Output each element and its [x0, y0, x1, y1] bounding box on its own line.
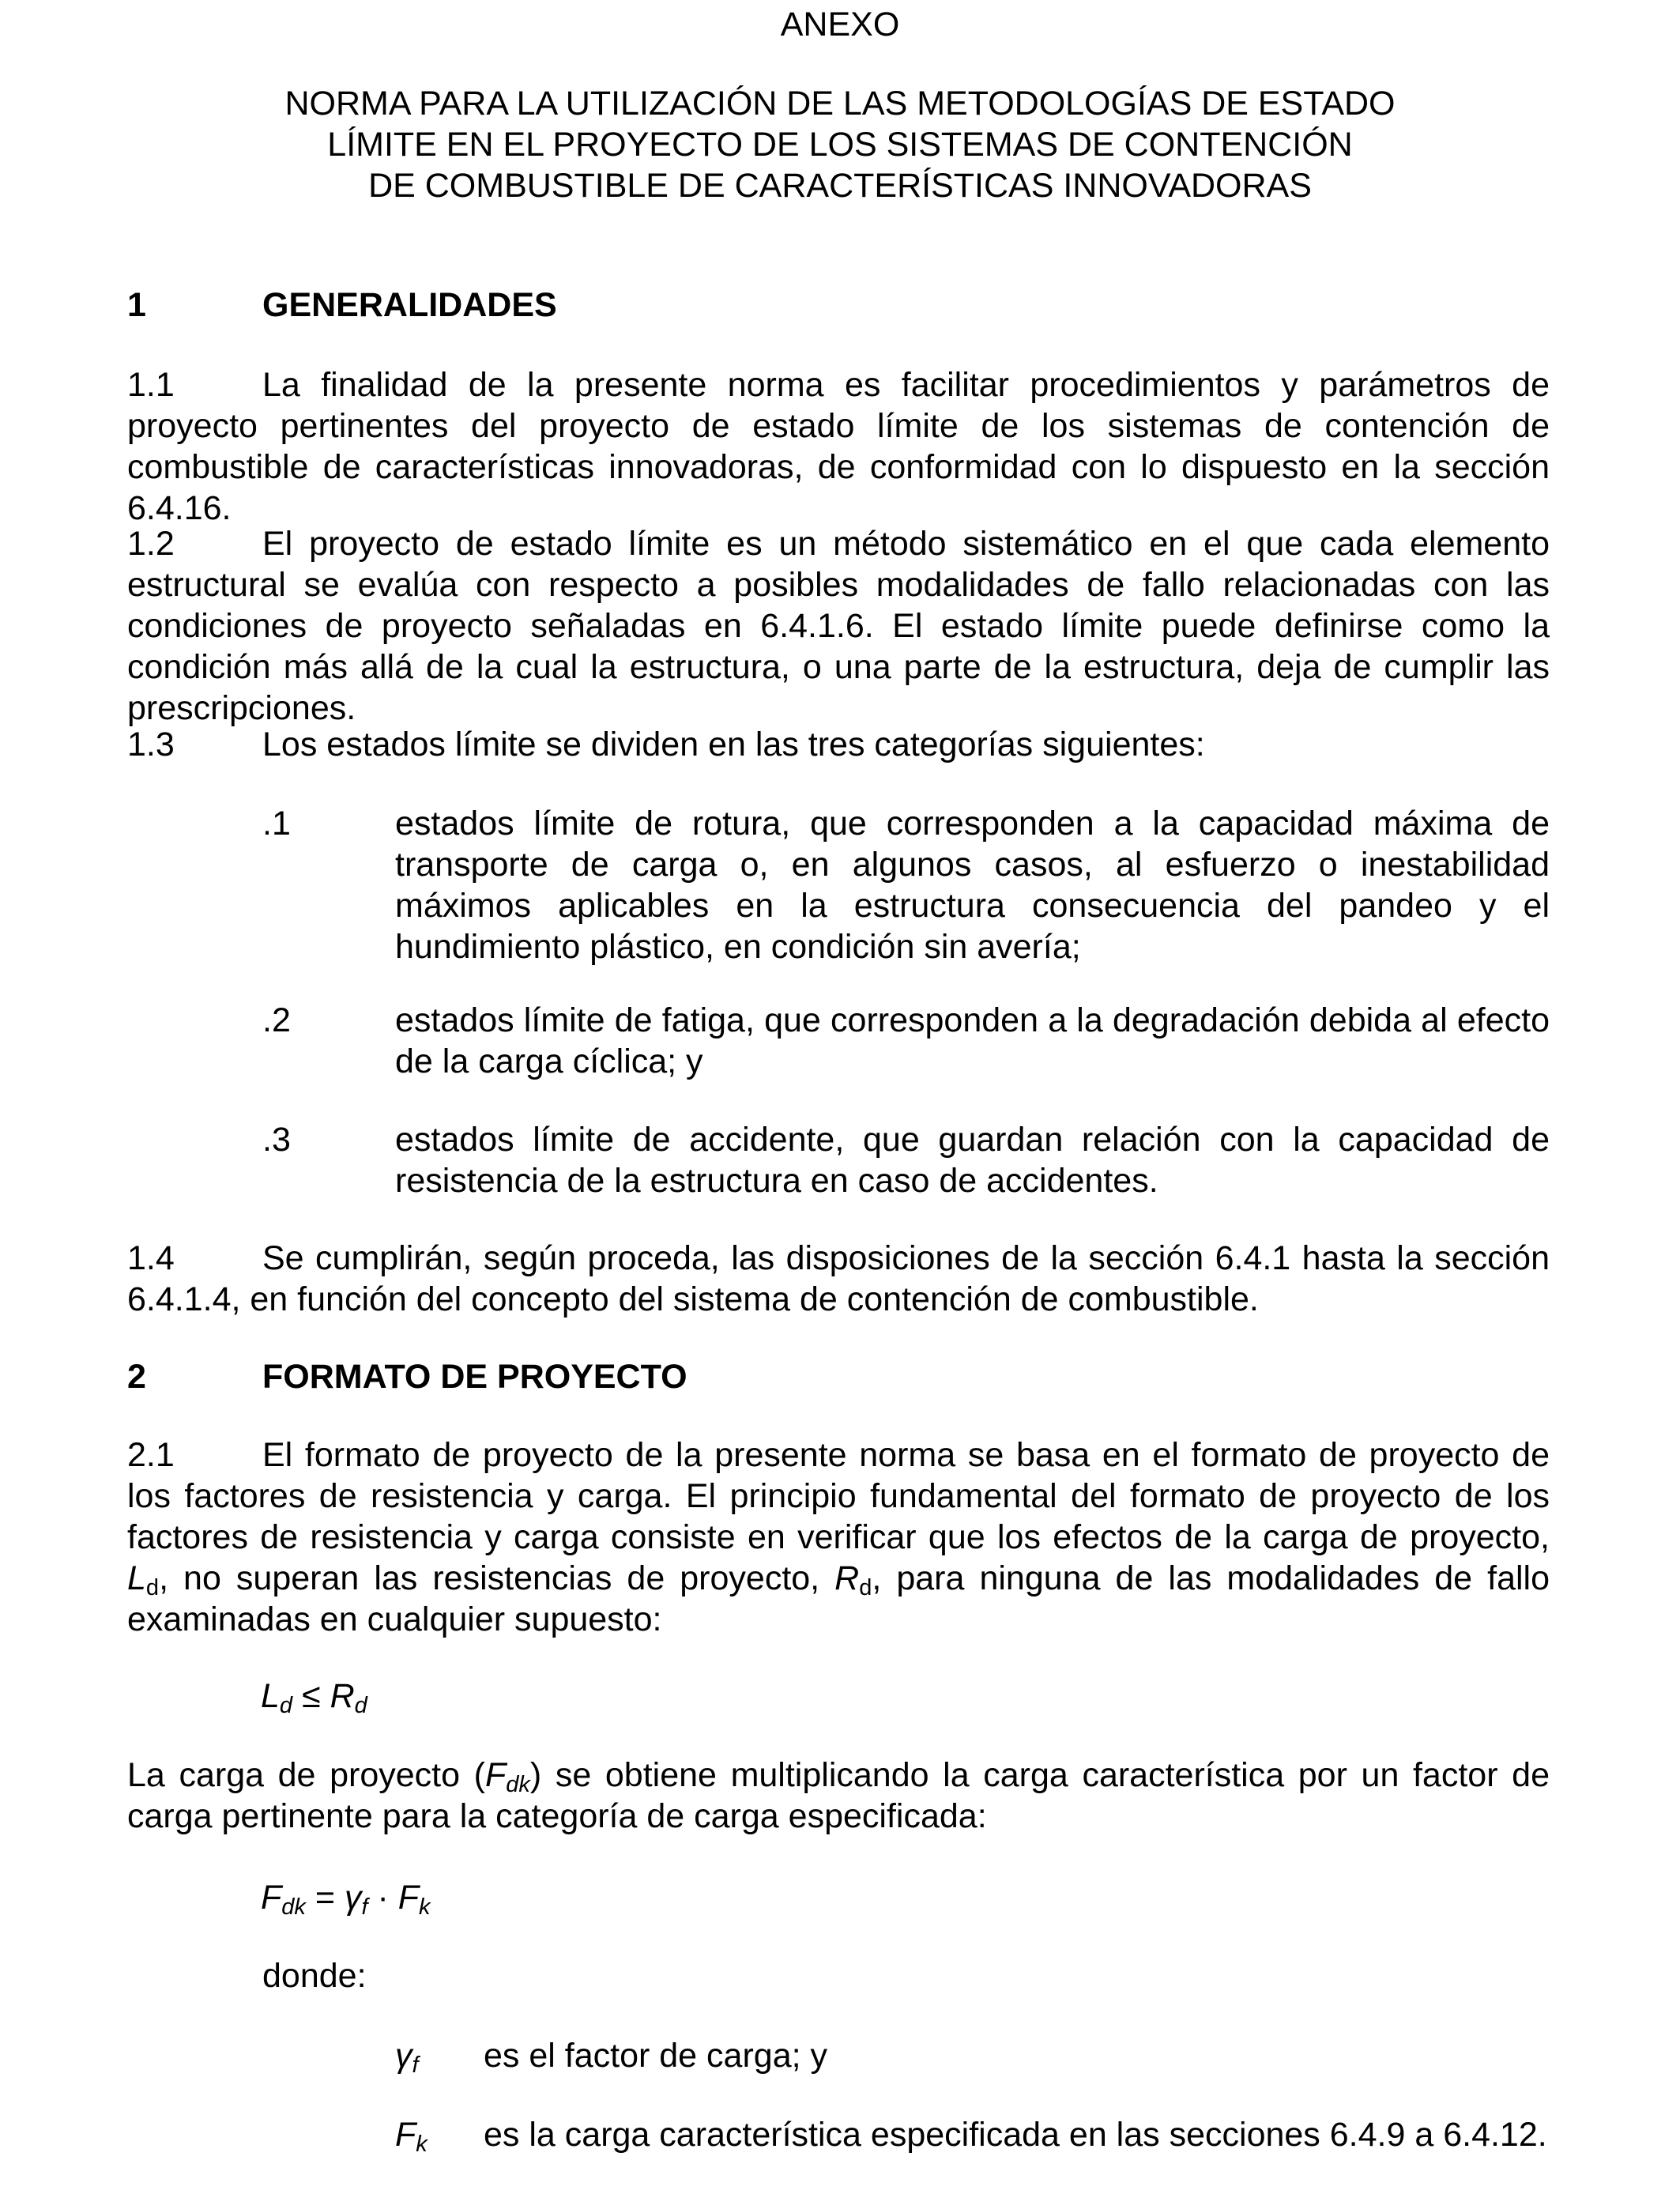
para-2-1 — [127, 1434, 1550, 1640]
section-1-title: GENERALIDADES — [262, 286, 557, 324]
symbol-R: R — [834, 1559, 860, 1597]
list-item-3 — [395, 1119, 1550, 1201]
definition-fk-text: es la carga característica especificada en las secciones 6.4.9 a 6.4.12. — [484, 2116, 1547, 2154]
symbol-L-subscript: d — [145, 1575, 160, 1600]
annex-label: ANEXO — [780, 6, 900, 43]
formula-fdk: $F_{dk} = \gamma_f \cdot F_k$ — [261, 1879, 431, 1920]
para-1-2-number: 1.2 — [127, 525, 175, 563]
section-2-number: 2 — [127, 1358, 146, 1396]
where-label: donde: — [262, 1957, 367, 1995]
para-1-4-number: 1.4 — [127, 1239, 175, 1277]
para-design-load-text: La carga de proyecto $(F_{dk})$ se obtiene multiplicando la carga característica por un factor de carga pertinente para la categoría de carga especificada: — [127, 1756, 1550, 1835]
para-1-2 — [127, 523, 1550, 729]
para-design-load — [127, 1755, 1550, 1837]
para-1-2-text: El proyecto de estado límite es un método sistemático en el que cada elemento estructural se evalúa con respecto a posibles modalidades de fallo relacionadas con las condiciones de proyecto señaladas en 6.4.1.6. El estado límite puede definirse como la condición más allá de la cual la estructura, o una parte de la estructura, deja de cumplir las prescripciones. — [127, 525, 1550, 727]
list-item-3-text: estados límite de accidente, que guardan relación con la capacidad de resistencia de la estructura en caso de accidentes. — [395, 1121, 1550, 1200]
para-1-3-number: 1.3 — [127, 726, 175, 763]
list-item-2 — [395, 1000, 1550, 1082]
title-line-2: LÍMITE EN EL PROYECTO DE LOS SISTEMAS DE CONTENCIÓN — [327, 126, 1353, 164]
para-2-1-text — [127, 1434, 1550, 1640]
title-line-1: NORMA PARA LA UTILIZACIÓN DE LAS METODOLOGÍAS DE ESTADO — [284, 85, 1396, 123]
para-1-1 — [127, 364, 1550, 529]
definition-gamma-symbol: $\gamma_f$ — [395, 2037, 419, 2078]
para-1-4 — [127, 1238, 1550, 1320]
formula-ld-le-rd: $L_d \le R_d$ — [261, 1677, 367, 1718]
section-1-number: 1 — [127, 286, 146, 324]
list-item-2-text: estados límite de fatiga, que corresponden a la degradación debida al efecto de la carga cíclica; y — [395, 1001, 1550, 1080]
para-1-1-text: La finalidad de la presente norma es facilitar procedimientos y parámetros de proyecto pertinentes del proyecto de estado límite de los sistemas de contención de combustible de características innovadoras, de conformidad con lo dispuesto en la sección 6.4.16. — [127, 366, 1550, 527]
para-2-1-text-b: , no superan las resistencias de proyecto, — [159, 1559, 835, 1597]
list-item-2-label: .2 — [262, 1001, 291, 1039]
list-item-3-label: .3 — [262, 1121, 291, 1159]
para-2-1-number: 2.1 — [127, 1436, 175, 1474]
symbol-R-subscript: d — [859, 1575, 872, 1600]
title-line-3: DE COMBUSTIBLE DE CARACTERÍSTICAS INNOVADORAS — [368, 167, 1312, 205]
section-2-title: FORMATO DE PROYECTO — [262, 1358, 687, 1396]
para-2-1-text-a: El formato de proyecto de la presente norma se basa en el formato de proyecto de los factores de resistencia y carga. El principio fundamental del formato de proyecto de los factores de resistencia y carga consiste en verificar que los efectos de la carga de proyecto, — [127, 1436, 1550, 1556]
para-1-3-text: Los estados límite se dividen en las tres categorías siguientes: — [262, 726, 1205, 763]
para-2-1-text-c: , para ninguna de las modalidades de fallo examinadas en cualquier supuesto: — [127, 1559, 1550, 1638]
list-item-1-text: estados límite de rotura, que corresponden a la capacidad máxima de transporte de carga o, en algunos casos, al esfuerzo o inestabilidad máximos aplicables en la estructura consecuencia del pandeo y el hundimiento plástico, en condición sin avería; — [395, 805, 1550, 966]
para-1-1-number: 1.1 — [127, 366, 175, 404]
list-item-1 — [395, 803, 1550, 967]
para-1-4-text: Se cumplirán, según proceda, las disposiciones de la sección 6.4.1 hasta la sección 6.4.1.4, en función del concepto del sistema de contención de combustible. — [127, 1239, 1550, 1318]
list-item-1-label: .1 — [262, 805, 291, 843]
symbol-L: L — [127, 1559, 146, 1597]
definition-gamma-text: es el factor de carga; y — [484, 2037, 827, 2075]
definition-fk-symbol: $F_k$ — [395, 2116, 428, 2157]
